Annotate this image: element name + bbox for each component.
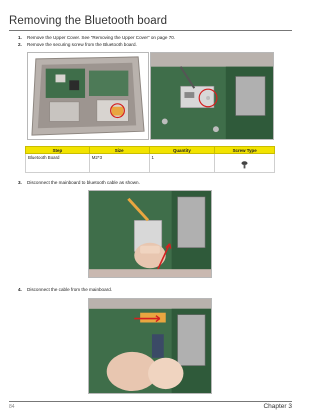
step-number: 4. [18,287,22,292]
step-text: Remove the Upper Cover. See “Removing the Upper Cover” on page 70. [27,35,176,40]
title-divider [9,30,292,31]
page-number: 84 [9,404,15,410]
cell-screw-type [215,154,275,173]
step-text: Remove the securing screw from the Bluetooth board. [27,42,137,47]
step-number: 3. [18,180,22,185]
step-1 [18,35,175,41]
screw-icon [241,161,248,169]
chapter-label: Chapter 3 [263,403,292,410]
step-text: Disconnect the mainboard to bluetooth cable as shown. [27,180,140,185]
footer-divider [9,401,292,402]
table-header-step: Step [26,147,90,154]
photo-laptop-overview [27,52,149,140]
cell-step: Bluetooth Board [26,154,90,173]
step-3 [18,180,140,186]
screw-table [25,146,275,173]
photo-bluetooth-closeup [150,52,274,140]
photo-disconnect-mainboard [88,298,212,394]
table-row [26,154,275,173]
step-number: 2. [18,42,22,47]
cell-size: M2*3 [89,154,149,173]
photo-disconnect-cable [88,190,212,278]
table-header-quantity: Quantity [149,147,215,154]
table-header-size: Size [89,147,149,154]
step-text: Disconnect the cable from the mainboard. [27,287,113,292]
cell-quantity: 1 [149,154,215,173]
step-4 [18,287,112,293]
page-title: Removing the Bluetooth board [9,15,168,27]
table-header-screw-type: Screw Type [215,147,275,154]
step-number: 1. [18,35,22,40]
step-2 [18,42,137,48]
